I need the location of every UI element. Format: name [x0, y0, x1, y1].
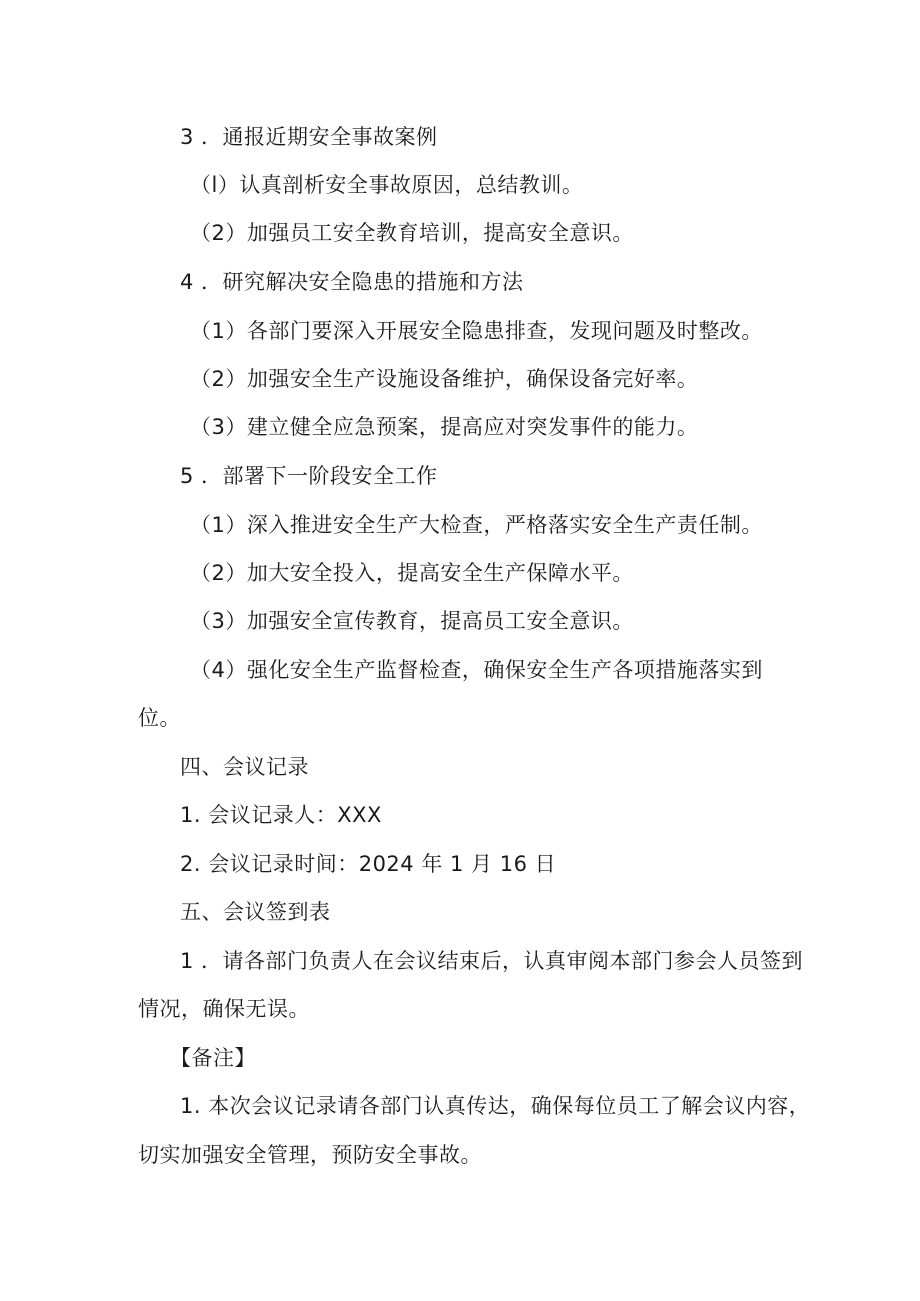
section-four-heading: 四、会议记录 — [180, 755, 309, 779]
signin-note-line-2: 情况，确保无误。 — [138, 997, 310, 1021]
record-time-line: 2. 会议记录时间：2024 年 1 月 16 日 — [180, 852, 557, 876]
section-5-heading: 5 ．部署下一阶段安全工作 — [180, 464, 438, 488]
recorder-line: 1. 会议记录人：XXX — [180, 803, 382, 827]
section-5-item-1: （1）深入推进安全生产大检查，严格落实安全生产责任制。 — [190, 513, 763, 537]
section-4-item-2: （2）加强安全生产设施设备维护，确保设备完好率。 — [190, 367, 699, 391]
section-4-item-1: （1）各部门要深入开展安全隐患排查，发现问题及时整改。 — [190, 319, 763, 343]
section-5-item-4-continued: 位。 — [138, 706, 181, 730]
section-5-item-2: （2）加大安全投入，提高安全生产保障水平。 — [190, 561, 634, 585]
section-3-heading: 3 ．通报近期安全事故案例 — [180, 125, 438, 149]
section-5-item-4: （4）强化安全生产监督检查，确保安全生产各项措施落实到 — [190, 658, 763, 682]
section-4-heading: 4 ．研究解决安全隐患的措施和方法 — [180, 270, 524, 294]
section-3-item-2: （2）加强员工安全教育培训，提高安全意识。 — [190, 221, 634, 245]
remark-1-line-2: 切实加强安全管理，预防安全事故。 — [138, 1143, 482, 1167]
section-five-heading: 五、会议签到表 — [180, 900, 331, 924]
section-5-item-3: （3）加强安全宣传教育，提高员工安全意识。 — [190, 609, 634, 633]
signin-note-line-1: 1 ．请各部门负责人在会议结束后，认真审阅本部门参会人员签到 — [180, 949, 804, 973]
remarks-heading: 【备注】 — [170, 1046, 256, 1070]
section-4-item-3: （3）建立健全应急预案，提高应对突发事件的能力。 — [190, 415, 699, 439]
remark-1-line-1: 1. 本次会议记录请各部门认真传达，确保每位员工了解会议内容， — [180, 1094, 811, 1118]
section-3-item-1: （l）认真剖析安全事故原因，总结教训。 — [190, 173, 584, 197]
